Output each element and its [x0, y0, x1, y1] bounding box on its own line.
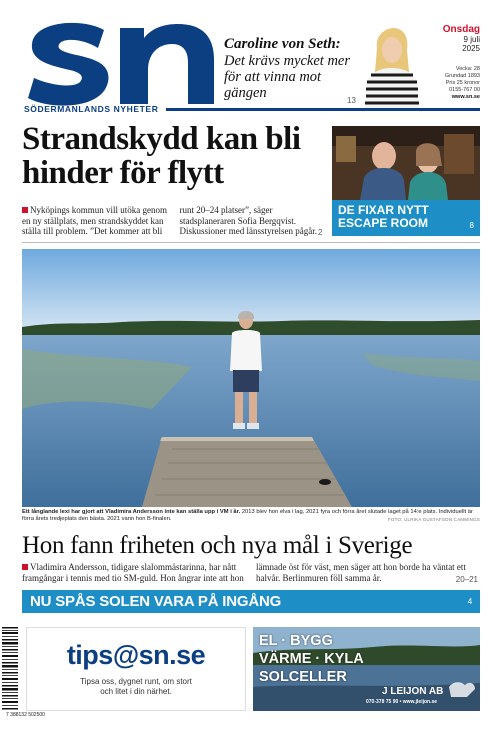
- escape-page-number: 8: [469, 221, 474, 230]
- bullet-square: [22, 564, 28, 570]
- el-ad-contact[interactable]: 070-378 75 90 • www.jleijon.se: [366, 699, 438, 705]
- caption-rest: 2013 blev hon elva i lag, 2021 fyra och förra året slutade laget på 14:e plats. Individuellt är förra årets tredjeplats den bästa. 2021 vann hon B-finalen.: [22, 509, 473, 522]
- lead-page-number: 2: [318, 228, 323, 237]
- issue-price: Pris 25 kronor: [445, 80, 480, 86]
- masthead-subtitle: SÖDERMANLANDS NYHETER: [24, 104, 159, 114]
- weather-text: NU SPÅS SOLEN VARA PÅ INGÅNG: [30, 593, 282, 610]
- date-day-month: 9 juli: [463, 35, 480, 44]
- tips-line2: och litet i din närhet.: [100, 687, 172, 696]
- section-divider: [22, 242, 480, 243]
- masthead-rule: [166, 108, 480, 111]
- el-ad-line3: SOLCELLER: [259, 669, 347, 685]
- teaser-name: Caroline von Seth:: [224, 36, 341, 52]
- main-photo-lake: [22, 249, 480, 507]
- second-headline[interactable]: Hon fann friheten och nya mål i Sverige: [22, 532, 413, 559]
- second-story-text: [22, 562, 480, 583]
- issue-phone: 0155-767 00: [449, 87, 480, 93]
- tips-line1: Tipsa oss, dygnet runt, om stort: [80, 677, 192, 686]
- el-ad-brand: J LEIJON AB: [382, 686, 444, 697]
- escape-room-teaser[interactable]: [332, 200, 480, 236]
- issue-info: [432, 66, 480, 101]
- el-ad-line2: VÄRME · KYLA: [259, 651, 364, 667]
- escape-title-line1: DE FIXAR NYTT: [338, 203, 429, 217]
- second-story-body: Vladimira Andersson, tidigare slalommästarinna, har nått framgångar i tennis med tio SM-guld. Hon ångrar inte att hon lämnade öst för väst, men säger att hon borde ha väntat ett halvår. Berlinmuren föll samma år.: [22, 562, 466, 583]
- second-story-page-number: 20–21: [455, 575, 478, 584]
- el-ad-line1: EL · BYGG: [259, 633, 333, 649]
- lead-headline[interactable]: Strandskydd kan bli hinder för flytt: [22, 121, 301, 191]
- issue-week: Vecka: 28: [455, 66, 480, 72]
- issue-founded: Grundad 1893: [444, 73, 480, 79]
- lead-lede-text: Nyköpings kommun vill utöka genom en ny ställplats, men strandskyddet kan ställa till problem. ”Det kommer att bli runt 20–24 platser”, säger stadsplaneraren Sofia Bergqvist. Diskussioner med länsstyrelsen pågår.: [22, 205, 317, 236]
- weather-page-number: 4: [467, 597, 472, 606]
- caption-bold: Ett långlande lexi har gjort att Vladimira Andersson inte kan ställa upp i VM i år.: [22, 509, 241, 515]
- lead-lede: [22, 205, 327, 237]
- date-weekday: Onsdag: [442, 24, 480, 35]
- tips-email[interactable]: tips@sn.se: [66, 640, 206, 670]
- photo-credit: FOTO: ULRIKA GUSTAFSON CAMMINGS: [387, 517, 480, 522]
- barcode: [0, 627, 20, 711]
- tips-ad[interactable]: [26, 627, 246, 711]
- barcode-number: 7 388132 502500: [6, 712, 45, 718]
- teaser-quote: Det krävs mycket mer för att vinna mot gängen: [224, 53, 351, 101]
- weather-teaser[interactable]: [22, 590, 480, 613]
- teaser-page-number: 13: [347, 96, 356, 105]
- sn-logo: [24, 22, 220, 108]
- electric-ad-text: [259, 632, 364, 686]
- date-year: 2025: [462, 44, 480, 53]
- issue-website[interactable]: www.sn.se: [451, 94, 480, 100]
- bullet-square: [22, 207, 28, 213]
- date-box: [430, 24, 480, 53]
- escape-title-line2: ESCAPE ROOM: [338, 216, 429, 230]
- escape-room-photo: [332, 126, 480, 200]
- top-teaser[interactable]: [224, 36, 364, 101]
- portrait-photo: [357, 26, 425, 108]
- tips-subtext: [27, 677, 245, 697]
